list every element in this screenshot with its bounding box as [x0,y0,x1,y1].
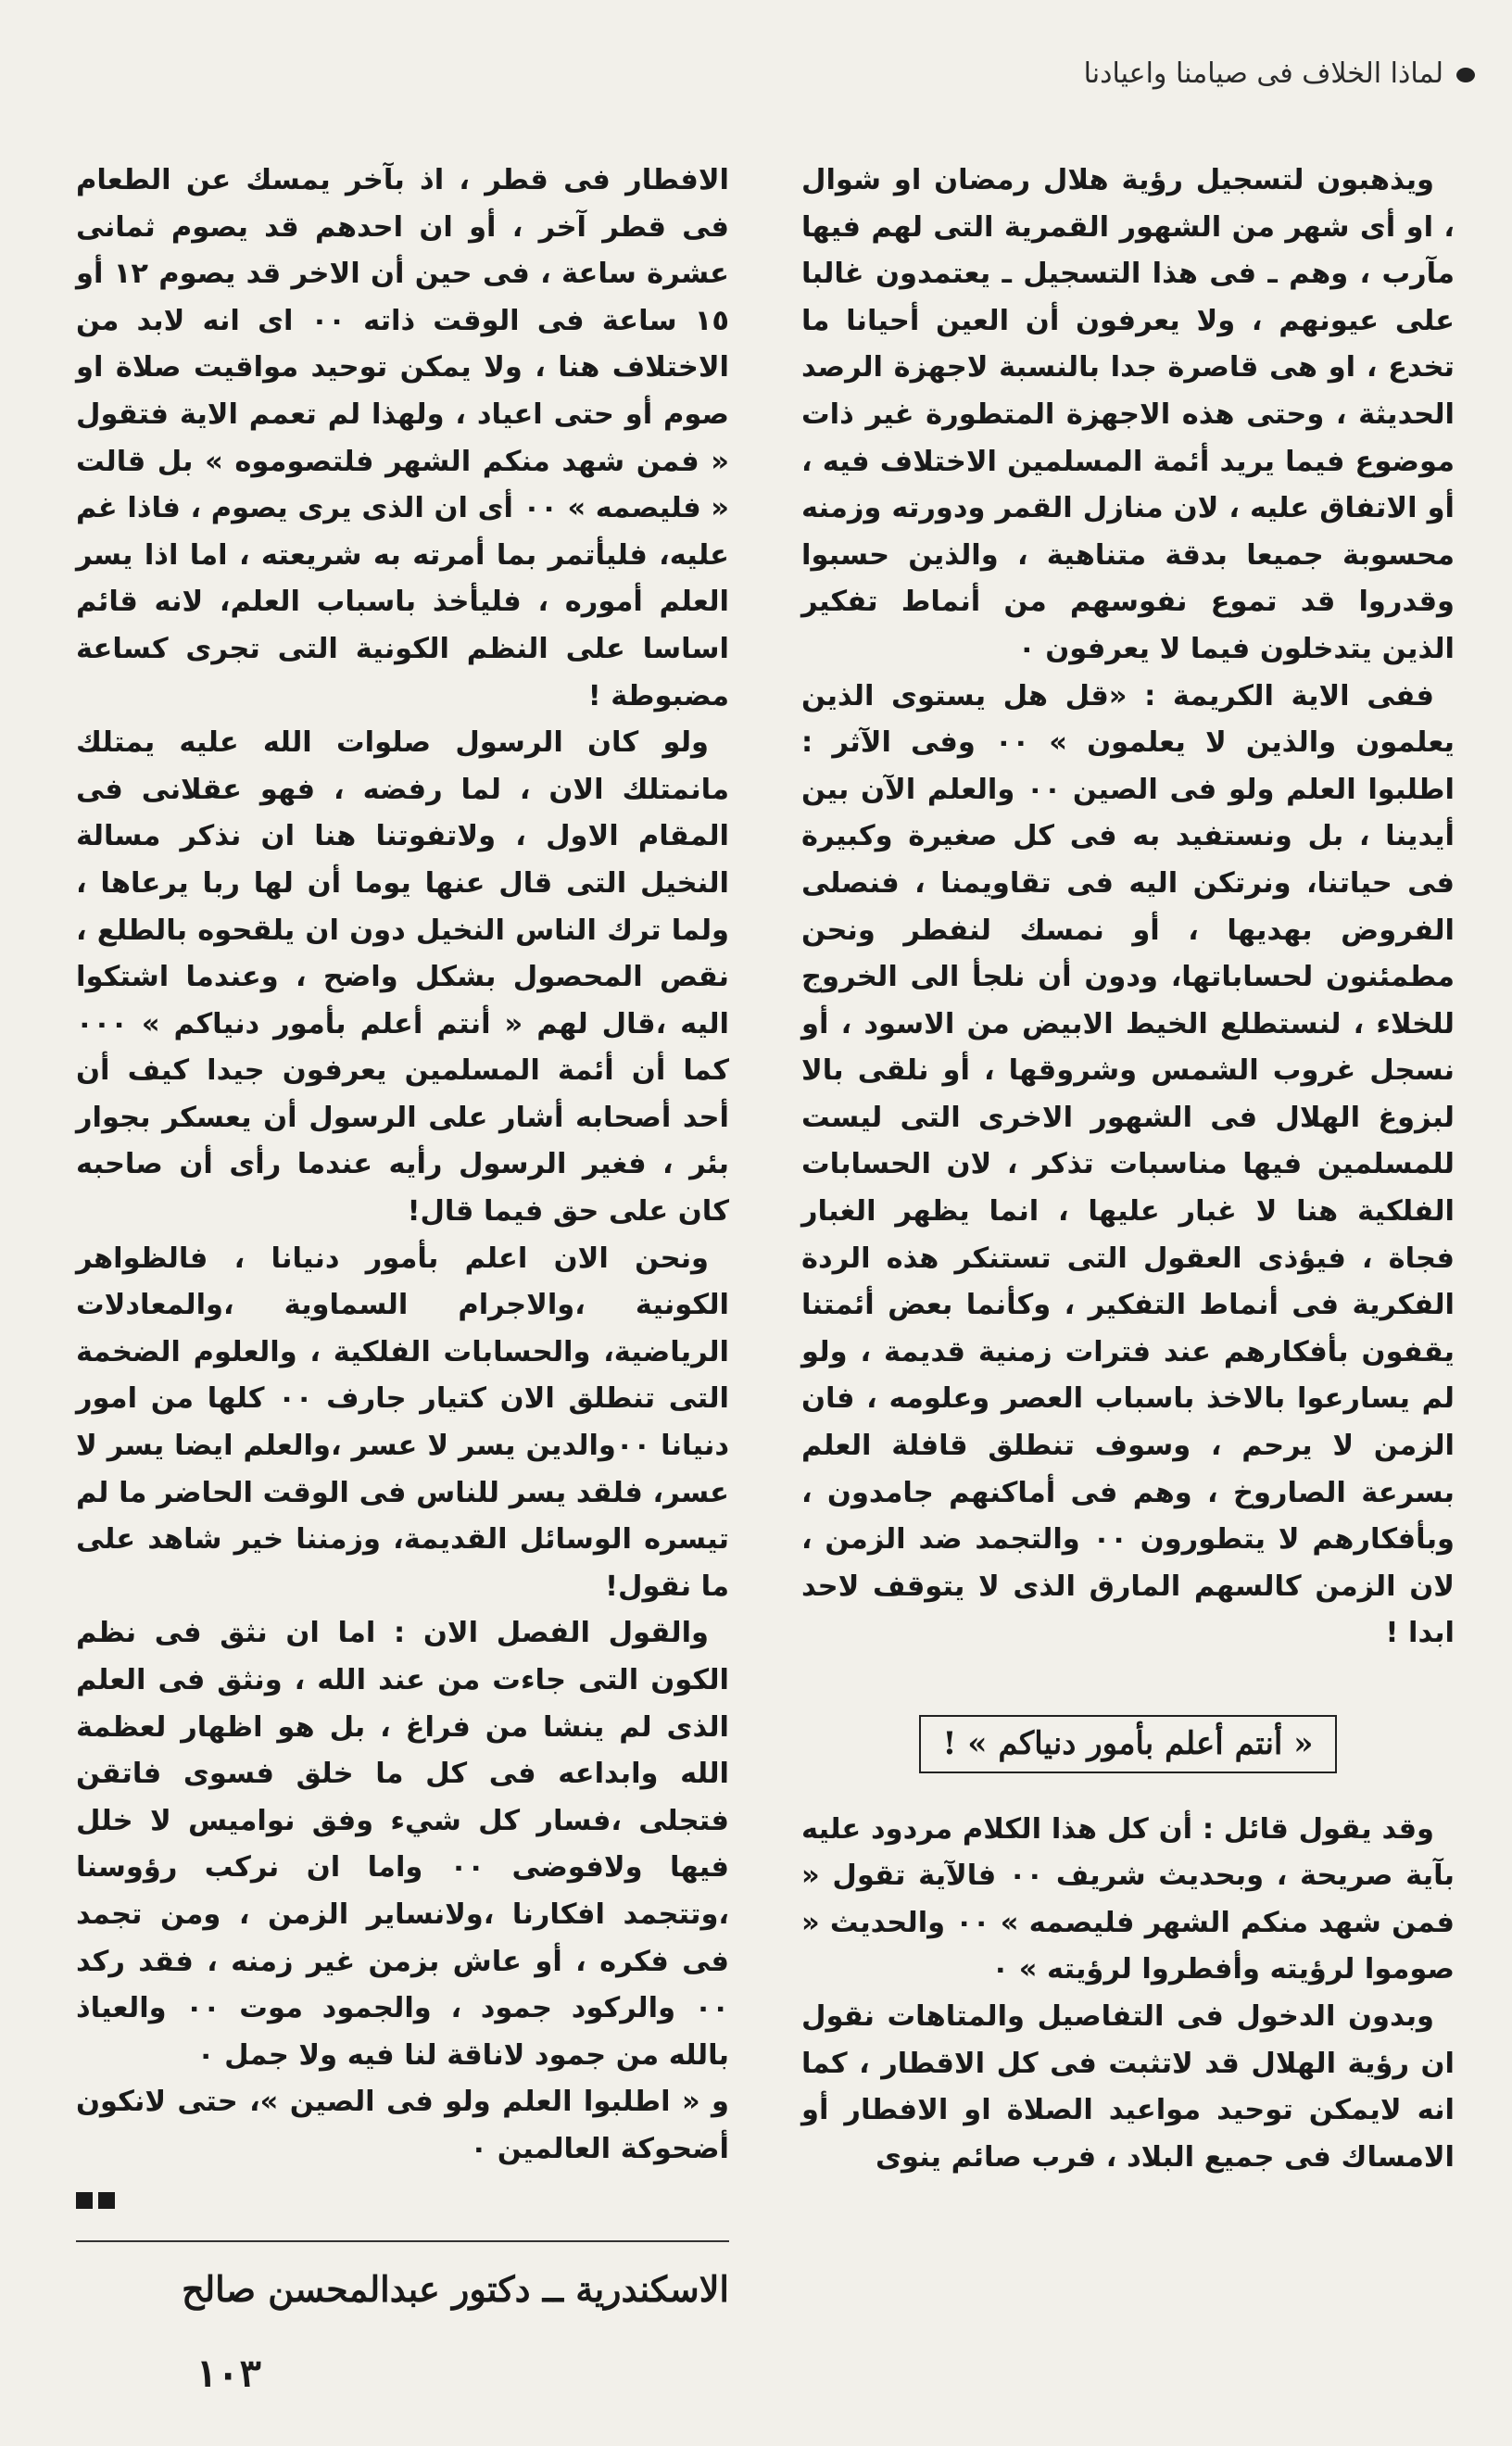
square-icon [98,2192,115,2209]
paragraph: الافطار فى قطر ، اذ بآخر يمسك عن الطعام فى قطر آخر ، أو ان احدهم قد يصوم ثمانى عشرة ساعة ، فى حين أن الاخر قد يصوم ١٢ أو ١٥ ساعة فى الوقت ذاته ٠٠ اى انه لابد من الاختلاف هنا ، ولا يمكن توحيد مواقيت صلاة او صوم أو حتى اعياد ، ولهذا لم تعمم الاية فتقول « فمن شهد منكم الشهر فلتصوموه » بل قالت « فليصمه » ٠٠ أى ان الذى يرى يصوم ، فاذا غم عليه، فليأتمر بما أمرته به شريعته ، اما اذا يسر العلم أموره ، فليأخذ باسباب العلم، لانه قائم اساسا على النظم الكونية التى تجرى كساعة مضبوطة ! [76,164,730,712]
divider [76,2240,729,2242]
paragraph: ويذهبون لتسجيل رؤية هلال رمضان او شوال ، او أى شهر من الشهور القمرية التى لهم فيها مآرب ، وهم ـ فى هذا التسجيل ـ يعتمدون غالبا على عيونهم ، ولا يعرفون أن العين أحيانا ما تخدع ، او هى قاصرة جدا بالنسبة لاجهزة الرصد الحديثة ، وحتى هذه الاجهزة المتطورة غير ذات موضوع فيما يريد أئمة المسلمين الاختلاف فيه ، أو الاتفاق عليه ، لان منازل القمر ودورته وزمنه محسوبة جميعا بدقة متناهية ، والذين حسبوا وقدروا قد تموع نفوسهم من أنماط تفكير الذين يتدخلون فيما لا يعرفون ٠ [801,164,1455,665]
paragraph: ففى الاية الكريمة : «قل هل يستوى الذين يعلمون والذين لا يعلمون » ٠٠ وفى الآثر : اطلبوا العلم ولو فى الصين ٠٠ والعلم الآن بين أيدينا ، بل ونستفيد به فى كل صغيرة وكبيرة فى حياتنا، ونرتكن اليه فى تقاويمنا ، فنصلى الفروض بهديها ، أو نمسك لنفطر ونحن مطمئنون لحساباتها، ودون أن نلجأ الى الخروج للخلاء ، لنستطلع الخيط الابيض من الاسود ، أو نسجل غروب الشمس وشروقها ، أو نلقى بالا لبزوغ الهلال فى الشهور الاخرى التى ليست للمسلمين فيها مناسبات تذكر ، لان الحسابات الفلكية هنا لا غبار عليها ، انما يظهر الغبار فجاة ، فيؤذى العقول التى تستنكر هذه الردة الفكرية فى أنماط التفكير ، وكأنما بعض أئمتنا يقفون بأفكارهم عند فترات زمنية قديمة ، ولو لم يسارعوا بالاخذ باسباب العصر وعلومه ، فان الزمن لا يرحم ، وسوف تنطلق قافلة العلم بسرعة الصاروخ ، وهم فى أماكنهم جامدون ، وبأفكارهم لا يتطورون ٠٠ والتجمد ضد الزمن ، لان الزمن كالسهم المارق الذى لا يتوقف لاحد ابدا ! [801,679,1455,1650]
subheading: « أنتم أعلم بأمور دنياكم » ! [919,1715,1338,1773]
paragraph: وبدون الدخول فى التفاصيل والمتاهات نقول ان رؤية الهلال قد لاتثبت فى كل الاقطار ، كما انه لايمكن توحيد مواعيد الصلاة او الافطار أو الامساك فى جميع البلاد ، فرب صائم ينوى [801,1999,1455,2174]
running-title: لماذا الخلاف فى صيامنا واعيادنا [1083,57,1443,90]
paragraph: والقول الفصل الان : اما ان نثق فى نظم الكون التى جاءت من عند الله ، ونثق فى العلم الذى لم ينشا من فراغ ، بل هو اظهار لعظمة الله وابداعه فى كل ما خلق فسوى فاتقن فتجلى ،فسار كل شيء وفق نواميس لا خلل فيها ولافوضى ٠٠ واما ان نركب رؤوسنا ،وتتجمد افكارنا ،ولانساير الزمن ، ومن تجمد فى فكره ، أو عاش بزمن غير زمنه ، فقد ركد ٠٠ والركود جمود ، والجمود موت ٠٠ والعياذ بالله من جمود لاناقة لنا فيه ولا جمل ٠ [76,1617,729,2072]
square-icon [76,2192,93,2209]
running-header [1084,57,1475,90]
bullet-icon [1456,68,1475,82]
article-column-left [76,158,729,2314]
author-signature: الاسكندرية ــ دكتور عبدالمحسن صالح [182,2268,729,2311]
subheading-box [801,1715,1455,1773]
article-column-right [801,158,1455,2181]
paragraph: ولو كان الرسول صلوات الله عليه يمتلك مانمتلك الان ، لما رفضه ، فهو عقلانى فى المقام الاول ، ولاتفوتنا هنا ان نذكر مسالة النخيل التى قال عنها يوما أن لها ربا يرعاها ، ولما ترك الناس النخيل دون ان يلقحوه بالطلع ، نقص المحصول بشكل واضح ، وعندما اشتكوا اليه ،قال لهم « أنتم أعلم بأمور دنياكم » ٠٠٠ كما أن أئمة المسلمين يعرفون جيدا كيف أن أحد أصحابه أشار على الرسول أن يعسكر بجوار بئر ، فغير الرسول رأيه عندما رأى أن صاحبه كان على حق فيما قال! [76,726,729,1229]
paragraph: وقد يقول قائل : أن كل هذا الكلام مردود عليه بآية صريحة ، وبحديث شريف ٠٠ فالآية تقول « فمن شهد منكم الشهر فليصمه » ٠٠ والحديث « صوموا لرؤيته وأفطروا لرؤيته » ٠ [801,1812,1455,1986]
page-number: ١٠٣ [195,2353,262,2396]
end-of-article-marks [76,2177,729,2225]
paragraph: ونحن الان اعلم بأمور دنيانا ، فالظواهر الكونية ،والاجرام السماوية ،والمعادلات الرياضية، والحسابات الفلكية ، والعلوم الضخمة التى تنطلق الان كتيار جارف ٠٠ كلها من امور دنيانا ٠٠والدين يسر لا عسر ،والعلم ايضا يسر لا عسر، فلقد يسر للناس فى الوقت الحاضر ما لم تيسره الوسائل القديمة، وزمننا خير شاهد على ما نقول! [76,1242,729,1603]
paragraph: و « اطلبوا العلم ولو فى الصين »، حتى لانكون أضحوكة العالمين ٠ [76,2086,729,2165]
